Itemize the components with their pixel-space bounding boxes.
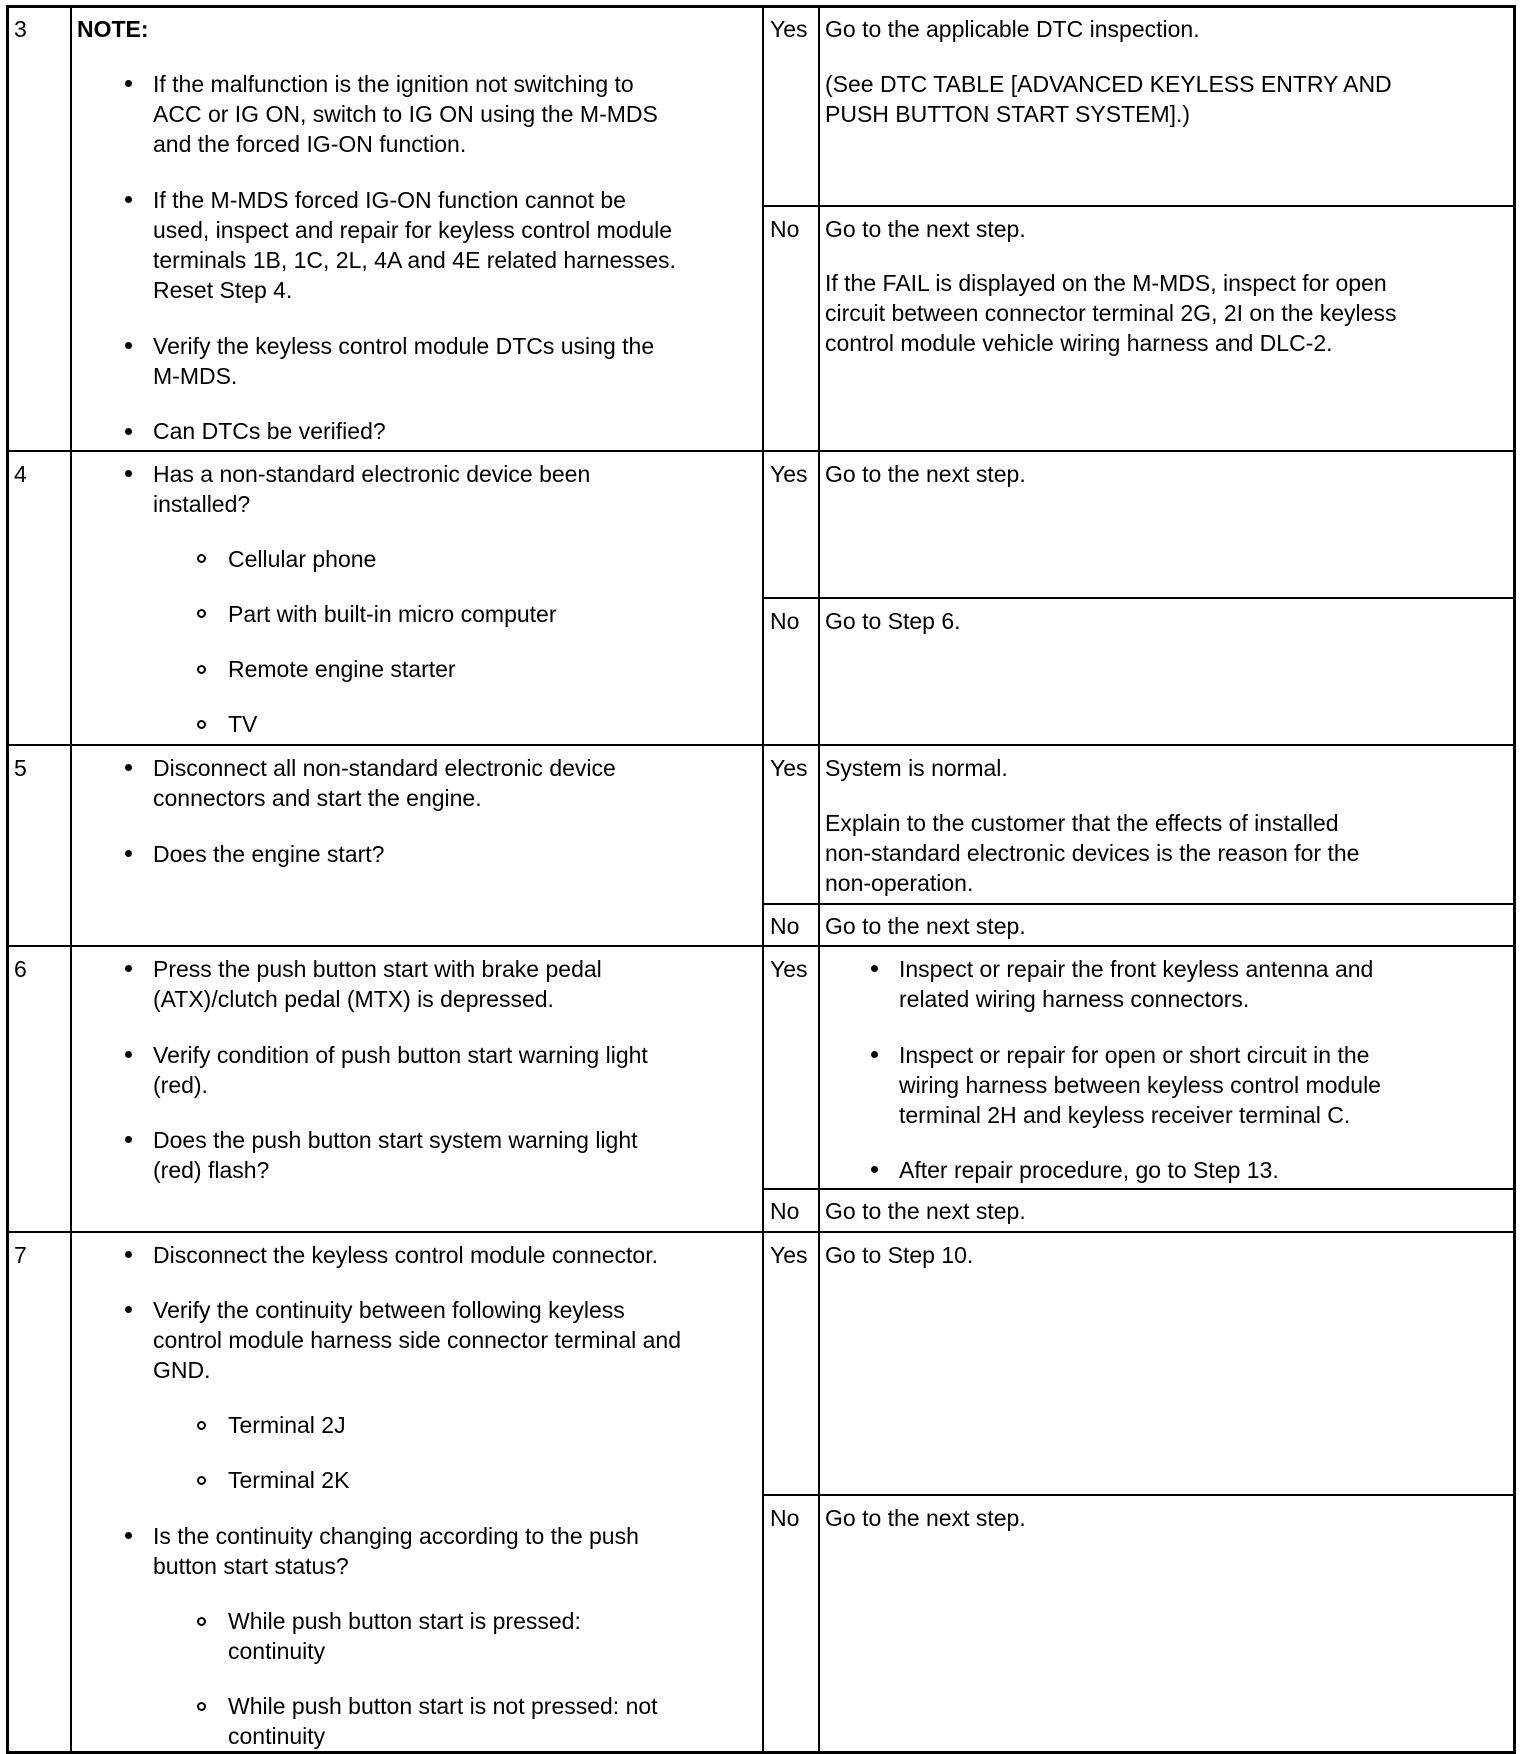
yes-no-divider bbox=[762, 903, 1516, 905]
hollow-bullet-icon bbox=[197, 1702, 206, 1711]
sub-item: Cellular phone bbox=[228, 546, 377, 572]
no-label: No bbox=[770, 913, 800, 939]
bullet-icon bbox=[125, 764, 132, 771]
bullet-icon bbox=[125, 428, 132, 435]
yes-result: Go to the applicable DTC inspection. bbox=[825, 16, 1200, 42]
bullet-icon bbox=[871, 965, 878, 972]
yes-result: Go to the next step. bbox=[825, 461, 1026, 487]
sub-item: While push button start is not pressed: not continuity bbox=[228, 1693, 658, 1749]
question-text: Is the continuity changing according to the push button start status? bbox=[153, 1523, 639, 1579]
bullet-icon bbox=[125, 470, 132, 477]
yes-no-divider bbox=[762, 205, 1516, 207]
note-label: NOTE: bbox=[77, 16, 149, 42]
question-text: Disconnect the keyless control module connector. bbox=[153, 1242, 658, 1268]
step-number: 7 bbox=[14, 1242, 27, 1268]
yes-result: Explain to the customer that the effects of installed non-standard electronic devices is the reason for the non-operation. bbox=[825, 810, 1360, 896]
answer-column-divider bbox=[818, 5, 820, 1754]
no-result: Go to Step 6. bbox=[825, 608, 961, 634]
yes-label: Yes bbox=[770, 16, 808, 42]
question-text: If the malfunction is the ignition not switching to ACC or IG ON, switch to IG ON using the M-MDS and the forced IG-ON function. bbox=[153, 71, 658, 157]
step-number: 6 bbox=[14, 956, 27, 982]
no-label: No bbox=[770, 1505, 800, 1531]
bullet-icon bbox=[125, 850, 132, 857]
row-divider bbox=[6, 450, 1516, 452]
no-label: No bbox=[770, 216, 800, 242]
yes-result: Inspect or repair for open or short circuit in the wiring harness between keyless control module terminal 2H and keyless receiver terminal C. bbox=[899, 1042, 1381, 1128]
row-divider bbox=[6, 744, 1516, 746]
hollow-bullet-icon bbox=[197, 720, 206, 729]
step-number: 4 bbox=[14, 461, 27, 487]
bullet-icon bbox=[125, 1051, 132, 1058]
question-text: Does the push button start system warning light (red) flash? bbox=[153, 1127, 638, 1183]
sub-item: Remote engine starter bbox=[228, 656, 456, 682]
table-border-right bbox=[1513, 5, 1516, 1754]
yes-result: After repair procedure, go to Step 13. bbox=[899, 1157, 1279, 1183]
question-text: Verify the keyless control module DTCs using the M-MDS. bbox=[153, 333, 655, 389]
sub-item: While push button start is pressed: continuity bbox=[228, 1608, 581, 1664]
question-text: Verify the continuity between following keyless control module harness side connector terminal and GND. bbox=[153, 1297, 682, 1383]
table-border-left bbox=[6, 5, 9, 1754]
yes-result: Inspect or repair the front keyless antenna and related wiring harness connectors. bbox=[899, 956, 1374, 1012]
step-column-divider bbox=[70, 5, 72, 1754]
hollow-bullet-icon bbox=[197, 1476, 206, 1485]
bullet-icon bbox=[125, 1251, 132, 1258]
step-number: 5 bbox=[14, 755, 27, 781]
question-text: If the M-MDS forced IG-ON function cannot be used, inspect and repair for keyless control module terminals 1B, 1C, 2L, 4A and 4E related harnesses. Reset Step 4. bbox=[153, 187, 676, 303]
hollow-bullet-icon bbox=[197, 554, 206, 563]
step-number: 3 bbox=[14, 16, 27, 42]
no-result: If the FAIL is displayed on the M-MDS, inspect for open circuit between connector terminal 2G, 2I on the keyless control module vehicle wiring harness and DLC-2. bbox=[825, 270, 1397, 356]
bullet-icon bbox=[125, 342, 132, 349]
sub-item: TV bbox=[228, 711, 258, 737]
hollow-bullet-icon bbox=[197, 1421, 206, 1430]
yes-no-divider bbox=[762, 1188, 1516, 1190]
hollow-bullet-icon bbox=[197, 1617, 206, 1626]
row-divider bbox=[6, 1231, 1516, 1233]
yes-result: System is normal. bbox=[825, 755, 1008, 781]
no-result: Go to the next step. bbox=[825, 1198, 1026, 1224]
yes-result: Go to Step 10. bbox=[825, 1242, 974, 1268]
bullet-icon bbox=[871, 1051, 878, 1058]
question-text: Has a non-standard electronic device been installed? bbox=[153, 461, 591, 517]
bullet-icon bbox=[125, 965, 132, 972]
no-label: No bbox=[770, 1198, 800, 1224]
yes-label: Yes bbox=[770, 755, 808, 781]
yes-no-divider bbox=[762, 1494, 1516, 1496]
question-column-divider bbox=[762, 5, 764, 1754]
table-border-top bbox=[6, 5, 1516, 8]
bullet-icon bbox=[871, 1166, 878, 1173]
sub-item: Terminal 2J bbox=[228, 1412, 346, 1438]
question-text: Press the push button start with brake pedal (ATX)/clutch pedal (MTX) is depressed. bbox=[153, 956, 602, 1012]
yes-label: Yes bbox=[770, 956, 808, 982]
yes-label: Yes bbox=[770, 461, 808, 487]
yes-no-divider bbox=[762, 597, 1516, 599]
yes-result: (See DTC TABLE [ADVANCED KEYLESS ENTRY AND PUSH BUTTON START SYSTEM].) bbox=[825, 71, 1392, 127]
question-text: Can DTCs be verified? bbox=[153, 418, 386, 444]
no-result: Go to the next step. bbox=[825, 216, 1026, 242]
question-text: Disconnect all non-standard electronic device connectors and start the engine. bbox=[153, 755, 616, 811]
no-result: Go to the next step. bbox=[825, 1505, 1026, 1531]
sub-item: Terminal 2K bbox=[228, 1467, 350, 1493]
yes-label: Yes bbox=[770, 1242, 808, 1268]
no-result: Go to the next step. bbox=[825, 913, 1026, 939]
question-text: Verify condition of push button start warning light (red). bbox=[153, 1042, 648, 1098]
bullet-icon bbox=[125, 80, 132, 87]
hollow-bullet-icon bbox=[197, 665, 206, 674]
bullet-icon bbox=[125, 196, 132, 203]
bullet-icon bbox=[125, 1306, 132, 1313]
bullet-icon bbox=[125, 1532, 132, 1539]
row-divider bbox=[6, 945, 1516, 947]
no-label: No bbox=[770, 608, 800, 634]
bullet-icon bbox=[125, 1136, 132, 1143]
question-text: Does the engine start? bbox=[153, 841, 385, 867]
sub-item: Part with built-in micro computer bbox=[228, 601, 557, 627]
hollow-bullet-icon bbox=[197, 609, 206, 618]
